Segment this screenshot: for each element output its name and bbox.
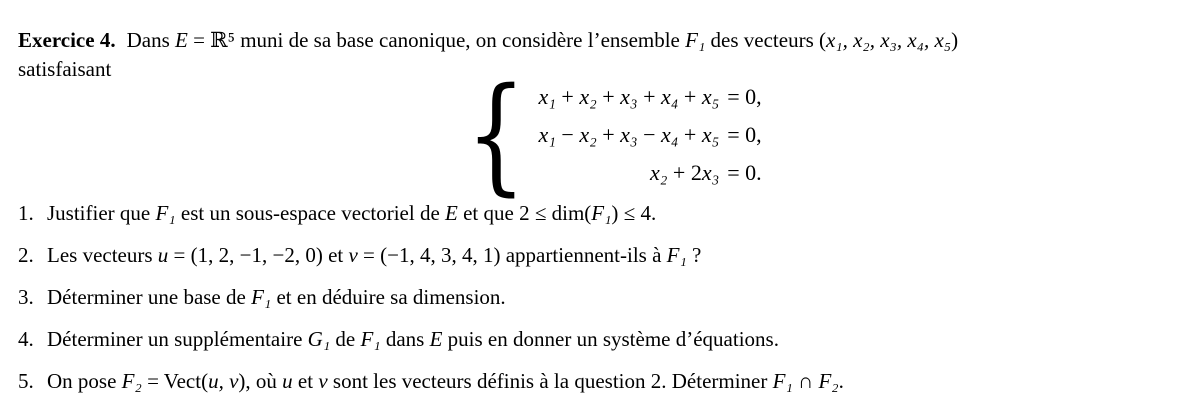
exercise-label: Exercice 4. [18, 28, 116, 52]
equation-row-2-lhs: x₁ − x₂ + x₃ − x₄ + x₅ [538, 122, 720, 147]
question-list [18, 200, 1162, 394]
exercise-intro-continuation: satisfaisant [18, 57, 112, 81]
exercise-intro [18, 26, 1162, 84]
equation-row-3-rhs: = 0. [727, 160, 762, 185]
left-brace-glyph: { [466, 61, 527, 208]
exercise-intro-text: Dans E = ℝ⁵ muni de sa base canonique, on considère l’ensemble F₁ des vecteurs (x₁, x₂, x₃, x₄, x₅) [126, 28, 959, 52]
question-text: On pose F₂ = Vect(u, v), où u et v sont les vecteurs définis à la question 2. Déterminer F₁ ∩ F₂. [47, 369, 844, 393]
equation-row-2-rhs: = 0, [727, 122, 762, 147]
equation-row-1-rhs: = 0, [727, 84, 762, 109]
question-text: Déterminer un supplémentaire G₁ de F₁ dans E puis en donner un système d’équations. [47, 327, 779, 351]
question-item-1 [18, 200, 1162, 226]
question-number: 3. [18, 285, 34, 309]
question-number: 4. [18, 327, 34, 351]
equation-rows [538, 84, 761, 186]
question-item-4 [18, 326, 1162, 352]
question-item-2 [18, 242, 1162, 268]
question-number: 5. [18, 369, 34, 393]
question-item-3 [18, 284, 1162, 310]
question-item-5 [18, 368, 1162, 394]
question-text: Déterminer une base de F₁ et en déduire sa dimension. [47, 285, 506, 309]
question-text: Justifier que F₁ est un sous-espace vectoriel de E et que 2 ≤ dim(F₁) ≤ 4. [47, 201, 657, 225]
equation-system [56, 61, 1162, 208]
question-text: Les vecteurs u = (1, 2, −1, −2, 0) et v = (−1, 4, 3, 4, 1) appartiennent-ils à F₁ ? [47, 243, 702, 267]
question-number: 1. [18, 201, 34, 225]
equation-row-1-lhs: x₁ + x₂ + x₃ + x₄ + x₅ [538, 84, 720, 109]
question-number: 2. [18, 243, 34, 267]
equation-row-3-lhs: x₂ + 2x₃ [650, 160, 720, 185]
